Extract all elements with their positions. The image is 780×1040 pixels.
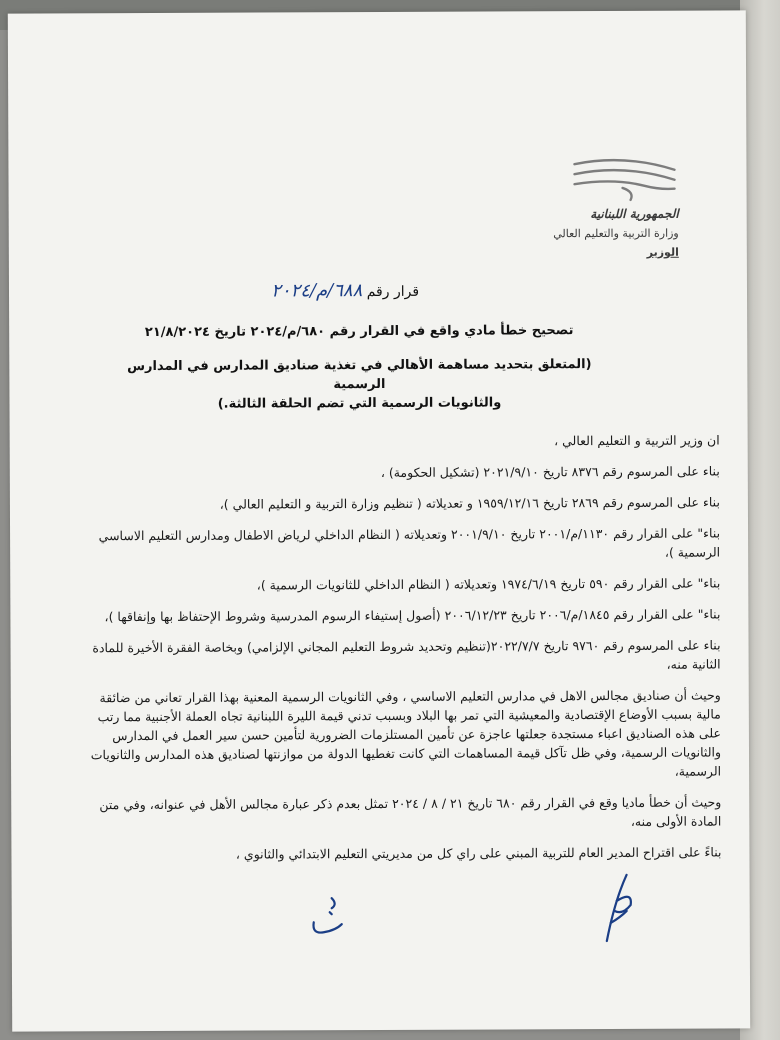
title-line-2: (المتعلق بتحديد مساهمة الأهالي في تغذية صناديق المدارس في المدارس الرسمية <box>127 357 592 393</box>
paragraph: ان وزير التربية و التعليم العالي ، <box>554 432 720 449</box>
minister-label: الوزير <box>646 245 679 259</box>
document-title <box>109 321 609 414</box>
document-body <box>80 431 722 877</box>
decision-number <box>229 280 419 302</box>
initials-signature-right <box>597 871 647 951</box>
paragraph: بناء" على القرار رقم ٥٩٠ تاريخ ١٩٧٤/٦/١٩ وتعديلاته ( النظام الداخلي للثانويات الرسمية )، <box>256 575 721 593</box>
initials-signature-left <box>302 892 352 942</box>
ministry-header <box>509 207 679 260</box>
paragraph: بناء على المرسوم رقم ٢٨٦٩ تاريخ ١٩٥٩/١٢/١٦ و تعديلاته ( تنظيم وزارة التربية و التعليم العالي )، <box>219 494 720 512</box>
paragraph: بناءً على اقتراح المدير العام للتربية المبني على راي كل من مديريتي التعليم الابتدائي والثانوي ، <box>235 844 722 862</box>
ministry-logo-icon <box>564 156 684 207</box>
paragraph: وحيث أن خطأ ماديا وقع في القرار رقم ٦٨٠ تاريخ ٢١ / ٨ / ٢٠٢٤ تمثل بعدم ذكر عبارة مجالس الأهل في عنوانه، وفي متن المادة الأولى منه، <box>99 794 722 829</box>
paragraph: وحيث أن صناديق مجالس الاهل في مدارس التعليم الاساسي ، وفي الثانويات الرسمية المعنية بهذا القرار تعاني من ضائقة مالية بسبب الأوضاع الإقتصادية والمعيشية التي تمر بها البلاد وبسبب تدني قيمة الليرة اللبنانية تجاه العملة الأجنبية مما رتب على هذه الصناديق اعباء مستجدة جعلتها عاجزة عن تأمين المستلزمات الضرورية لتأمين حسن سير العمل في المدارس والثانويات الرسمية، وفي ظل تآكل قيمة المساهمات التي كانت تغطيها الدولة من موازنتها لصناديق هذه المدارس والثانويات الرسمية، <box>90 687 722 779</box>
paragraph: بناء على المرسوم رقم ٨٣٧٦ تاريخ ٢٠٢١/٩/١٠ (تشكيل الحكومة) ، <box>380 463 720 480</box>
title-line-1: تصحيح خطأ مادي واقع في القرار رقم ٦٨٠/م/٢٠٢٤ تاريخ ٢١/٨/٢٠٢٤ <box>144 323 574 341</box>
republic-name: الجمهورية اللبنانية <box>590 206 679 222</box>
ministry-name: وزارة التربية والتعليم العالي <box>553 226 679 241</box>
document-page <box>8 10 750 1031</box>
decision-label: قرار رقم <box>366 283 420 301</box>
title-line-3: والثانويات الرسمية التي تضم الحلقة الثالثة.) <box>217 395 502 412</box>
paragraph: بناء على المرسوم رقم ٩٧٦٠ تاريخ ٢٠٢٢/٧/٧(تنظيم وتحديد شروط التعليم المجاني الإلزامي) وبخاصة الفقرة الأخيرة للمادة الثانية منه، <box>92 637 721 672</box>
decision-number-handwritten: ٦٨٨/م/٢٠٢٤ <box>271 280 363 302</box>
paragraph: بناء" على القرار رقم ١١٣٠/م/٢٠٠١ تاريخ ٢٠٠١/٩/١٠ وتعديلاته ( النظام الداخلي لرياض الاطفال ومدارس التعليم الاساسي الرسمية )، <box>98 525 721 560</box>
paragraph: بناء" على القرار رقم ١٨٤٥/م/٢٠٠٦ تاريخ ٢٠٠٦/١٢/٢٣ (أصول إستيفاء الرسوم المدرسية وشروط الإحتفاظ بها وإنفاقها )، <box>104 606 721 625</box>
